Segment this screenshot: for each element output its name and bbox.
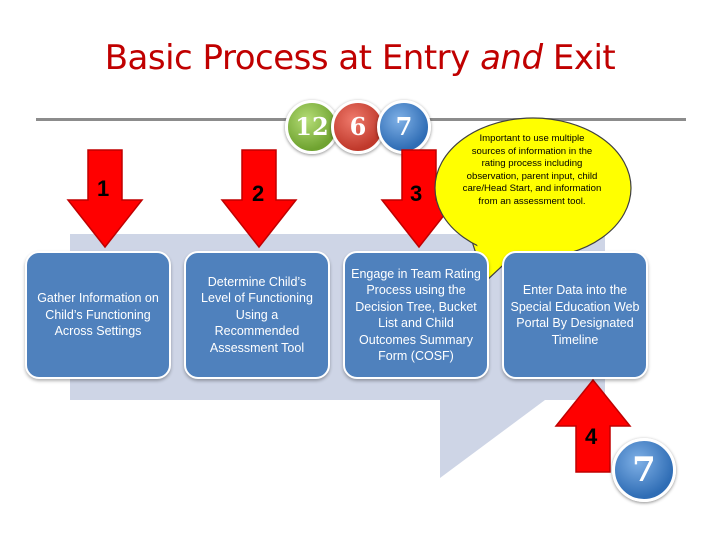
- step-text-2: Determine Child’s Level of Functioning Using a Recommended Assessment Tool: [201, 274, 313, 355]
- step-number-4: 4: [585, 424, 598, 449]
- title-emphasis: and: [480, 38, 543, 78]
- step-text-1: Gather Information on Child’s Functioning Across Settings: [37, 291, 159, 339]
- medallion-12-icon: 12: [285, 100, 339, 154]
- step-number-3: 3: [410, 181, 423, 206]
- step-box-gather-information: [25, 251, 171, 379]
- title-main: Basic Process at Entry: [104, 38, 470, 78]
- step-box-determine-functioning: [184, 251, 330, 379]
- step-number-2: 2: [252, 181, 265, 206]
- medallion-7-icon: 7: [377, 100, 431, 154]
- corner-badge-7-icon: 7: [612, 438, 676, 502]
- title-end: Exit: [552, 38, 616, 78]
- medallion-6-icon: 6: [331, 100, 385, 154]
- step-text-3: Engage in Team Rating Process using the Decision Tree, Bucket List and Child Outcomes Summary Form (COSF): [351, 266, 481, 363]
- step-box-enter-data: [502, 251, 648, 379]
- step-box-team-rating: [343, 251, 489, 379]
- callout-text: Important to use multiple sources of information in the rating process including observation, parent input, child care/Head Start, and information from an assessment tool.: [462, 133, 602, 207]
- step-text-4: Enter Data into the Special Education Web Portal By Designated Timeline: [510, 283, 640, 347]
- step-number-1: 1: [97, 176, 110, 201]
